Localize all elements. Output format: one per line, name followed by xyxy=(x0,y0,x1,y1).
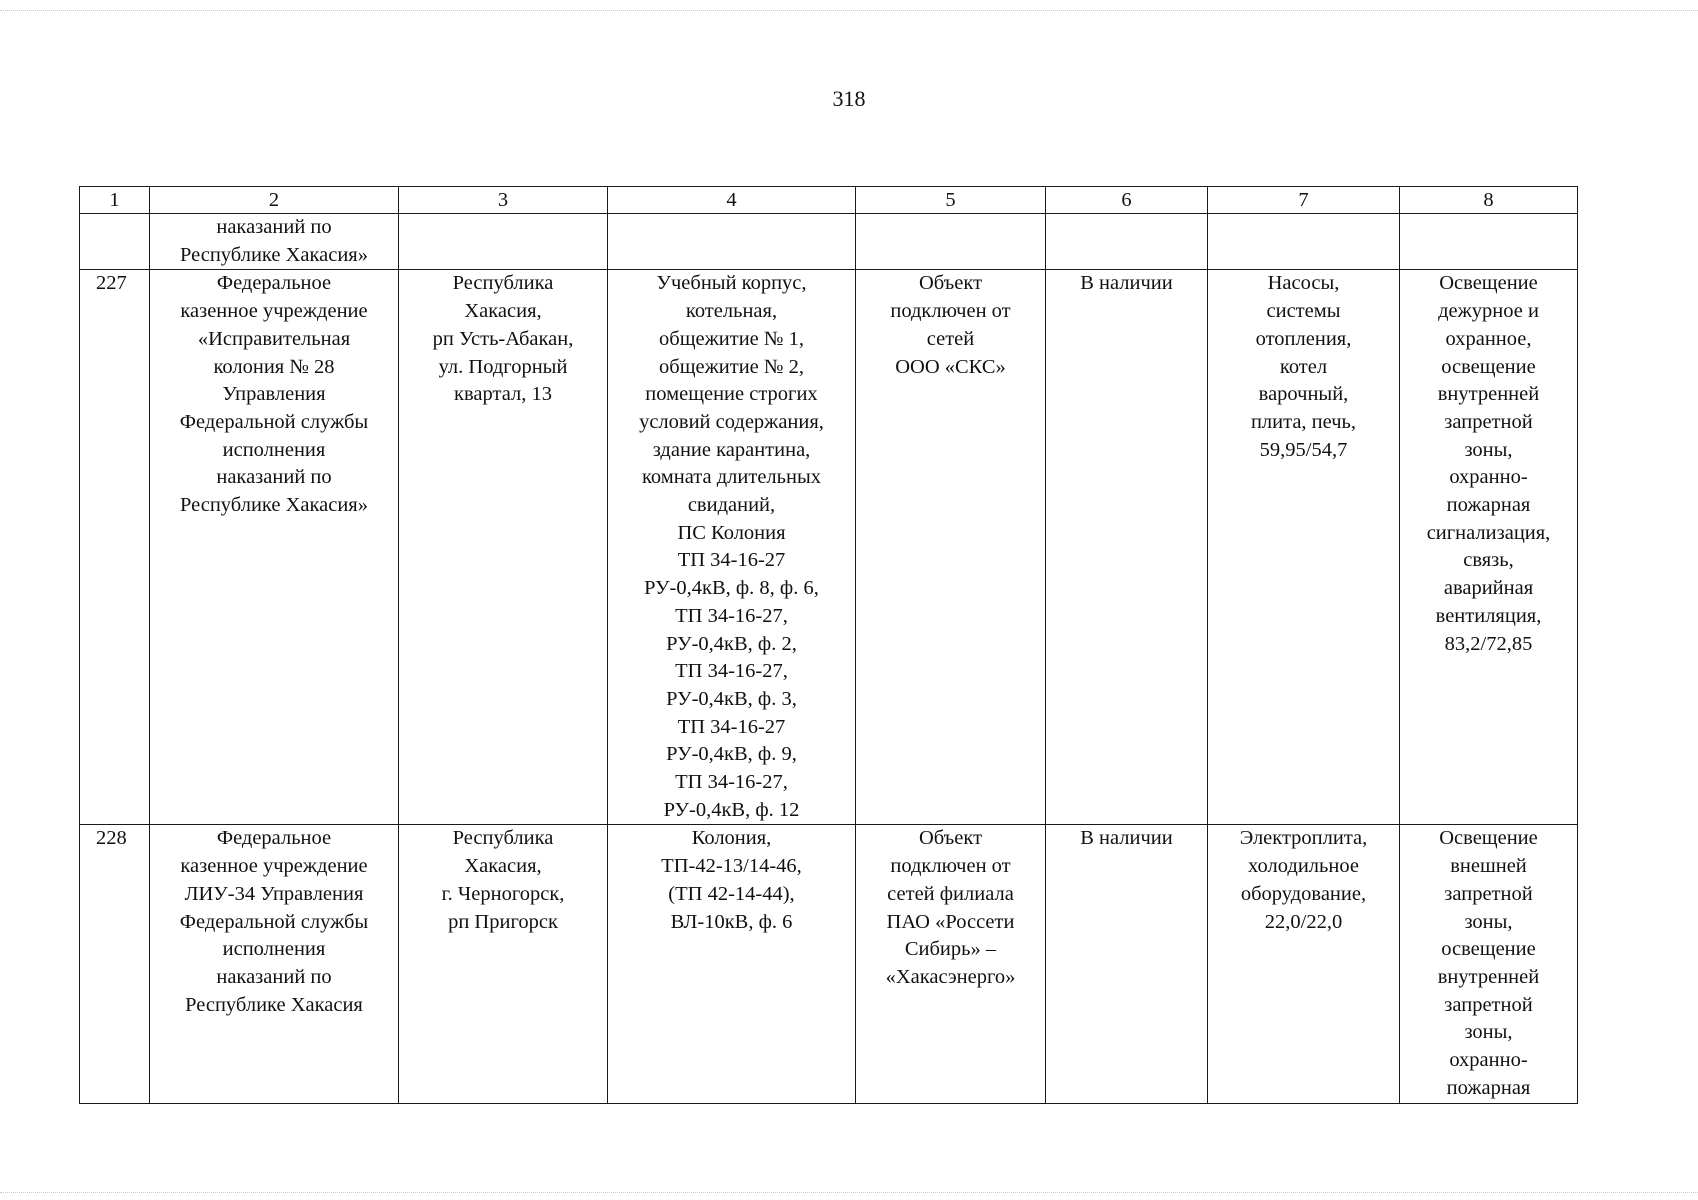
cell-text-line: Управления xyxy=(222,383,326,406)
table-body xyxy=(80,187,1578,1104)
cell-text-line: ЛИУ-34 Управления xyxy=(184,882,364,905)
column-number-cell: 1 xyxy=(80,187,150,214)
cell-text-line: РУ-0,4кВ, ф. 2, xyxy=(666,632,797,655)
cell-text-line: В наличии xyxy=(1080,827,1173,850)
cell-text-line: условий содержания, xyxy=(639,410,824,433)
cell-text-line: (ТП 42-14-44), xyxy=(668,882,795,905)
cell-text-line: казенное учреждение xyxy=(180,855,368,878)
cell-text-line: колония № 28 xyxy=(213,355,335,378)
cell-text-line: ПАО «Россети xyxy=(886,910,1015,933)
cell-text-line: Электроплита, xyxy=(1239,827,1368,850)
table-cell xyxy=(1046,825,1208,1103)
cell-text-line: освещение xyxy=(1441,938,1536,961)
cell-text-line: оборудование, xyxy=(1240,882,1367,905)
column-number-cell: 4 xyxy=(608,187,856,214)
cell-text-line: комната длительных xyxy=(642,466,821,489)
table-cell xyxy=(856,214,1046,270)
cell-text-line: охранное, xyxy=(1445,327,1532,350)
cell-text-line: Колония, xyxy=(691,827,772,850)
cell-text-line: ТП 34-16-27 xyxy=(677,715,786,738)
cell-text-line: ВЛ-10кВ, ф. 6 xyxy=(670,910,793,933)
cell-text-line: варочный, xyxy=(1258,383,1349,406)
cell-text-line: «Хакасэнерго» xyxy=(885,965,1016,988)
cell-text-line: ООО «СКС» xyxy=(895,355,1006,378)
table-cell xyxy=(80,214,150,270)
cell-text-line: г. Черногорск, xyxy=(441,882,565,905)
cell-text-line: Федеральной службы xyxy=(179,910,369,933)
cell-text-line: РУ-0,4кВ, ф. 3, xyxy=(666,687,797,710)
cell-text-line: Республике Хакасия xyxy=(185,993,363,1016)
cell-text-line: Освещение xyxy=(1439,272,1538,295)
cell-text-line: здание карантина, xyxy=(652,438,811,461)
cell-text-line: ТП-42-13/14-46, xyxy=(661,855,802,878)
table-row xyxy=(80,270,1578,825)
table-cell xyxy=(608,825,856,1103)
cell-text-line: зоны, xyxy=(1464,1021,1513,1044)
table-cell xyxy=(856,270,1046,825)
column-number-cell: 8 xyxy=(1400,187,1578,214)
cell-text-line: запретной xyxy=(1444,882,1533,905)
cell-text-line: исполнения xyxy=(222,938,326,961)
cell-text-line: казенное учреждение xyxy=(180,300,368,323)
cell-text-line: запретной xyxy=(1444,993,1533,1016)
cell-text-line: пожарная xyxy=(1446,1076,1531,1099)
table-cell xyxy=(1400,825,1578,1103)
table-cell xyxy=(856,825,1046,1103)
cell-text-line: дежурное и xyxy=(1438,300,1539,323)
cell-text-line: Федеральное xyxy=(216,827,332,850)
cell-text-line: Федеральное xyxy=(216,272,332,295)
table-cell xyxy=(150,214,399,270)
table-cell xyxy=(150,270,399,825)
cell-text-line: отопления, xyxy=(1255,327,1352,350)
cell-text-line: подключен от xyxy=(890,855,1011,878)
cell-text-line: котел xyxy=(1279,355,1328,378)
table-cell xyxy=(608,214,856,270)
cell-text-line: 22,0/22,0 xyxy=(1264,910,1343,933)
cell-text-line: ТП 34-16-27, xyxy=(675,604,788,627)
cell-text-line: ТП 34-16-27, xyxy=(675,660,788,683)
table-cell xyxy=(150,825,399,1103)
cell-text-line: внутренней xyxy=(1437,965,1540,988)
cell-text-line: рп Пригорск xyxy=(448,910,558,933)
scan-edge-bottom xyxy=(0,1192,1698,1194)
cell-text-line: РУ-0,4кВ, ф. 12 xyxy=(663,798,800,821)
cell-text-line: исполнения xyxy=(222,438,326,461)
cell-text-line: ул. Подгорный xyxy=(438,355,568,378)
cell-text-line: Хакасия, xyxy=(464,855,542,878)
cell-text-line: общежитие № 2, xyxy=(659,355,804,378)
table-cell xyxy=(399,214,608,270)
cell-text-line: внешней xyxy=(1450,855,1527,878)
column-number-cell: 6 xyxy=(1046,187,1208,214)
cell-text-line: «Исправительная xyxy=(197,327,351,350)
cell-text-line: пожарная xyxy=(1446,494,1531,517)
row-number-cell: 228 xyxy=(80,825,150,1103)
cell-text-line: Республика xyxy=(452,827,554,850)
cell-text-line: наказаний по xyxy=(216,965,332,988)
table-cell xyxy=(1208,825,1400,1103)
cell-text-line: охранно- xyxy=(1449,466,1528,489)
cell-text-line: 59,95/54,7 xyxy=(1259,438,1348,461)
cell-text-line: Насосы, xyxy=(1267,272,1340,295)
cell-text-line: свиданий, xyxy=(687,494,776,517)
table-cell xyxy=(399,270,608,825)
cell-text-line: ТП 34-16-27, xyxy=(675,771,788,794)
column-number-cell: 3 xyxy=(399,187,608,214)
cell-text-line: внутренней xyxy=(1437,383,1540,406)
table-row xyxy=(80,825,1578,1103)
cell-text-line: запретной xyxy=(1444,410,1533,433)
cell-text-line: плита, печь, xyxy=(1250,410,1357,433)
cell-text-line: Сибирь» – xyxy=(904,938,997,961)
table-cell xyxy=(1400,270,1578,825)
table-cell xyxy=(608,270,856,825)
table-cell xyxy=(1046,214,1208,270)
cell-text-line: Объект xyxy=(918,272,983,295)
cell-text-line: ПС Колония xyxy=(677,521,786,544)
cell-text-line: Федеральной службы xyxy=(179,410,369,433)
cell-text-line: зоны, xyxy=(1464,438,1513,461)
cell-text-line: помещение строгих xyxy=(645,383,818,406)
cell-text-line: охранно- xyxy=(1449,1049,1528,1072)
cell-text-line: котельная, xyxy=(685,300,778,323)
cell-text-line: сигнализация, xyxy=(1426,521,1551,544)
table-cell xyxy=(1046,270,1208,825)
table-cell xyxy=(399,825,608,1103)
table-cell xyxy=(1400,214,1578,270)
data-table xyxy=(79,186,1578,1104)
cell-text-line: наказаний по xyxy=(216,466,332,489)
column-number-row xyxy=(80,187,1578,214)
cell-text-line: связь, xyxy=(1463,549,1514,572)
cell-text-line: сетей филиала xyxy=(887,882,1014,905)
cell-text-line: 83,2/72,85 xyxy=(1444,632,1533,655)
column-number-cell: 2 xyxy=(150,187,399,214)
table-cell xyxy=(1208,270,1400,825)
cell-text-line: Хакасия, xyxy=(464,300,542,323)
cell-text-line: зоны, xyxy=(1464,910,1513,933)
cell-text-line: вентиляция, xyxy=(1435,604,1542,627)
cell-text-line: Республика xyxy=(452,272,554,295)
cell-text-line: системы xyxy=(1266,300,1341,323)
cell-text-line: Учебный корпус, xyxy=(656,272,807,295)
column-number-cell: 5 xyxy=(856,187,1046,214)
cell-text-line: холодильное xyxy=(1248,855,1359,878)
cell-text-line: РУ-0,4кВ, ф. 9, xyxy=(666,743,797,766)
continuation-row xyxy=(80,214,1578,270)
cell-text-line: освещение xyxy=(1441,355,1536,378)
cell-text-line: подключен от xyxy=(890,300,1011,323)
cell-text-line: Освещение xyxy=(1439,827,1538,850)
cell-text-line: рп Усть-Абакан, xyxy=(432,327,574,350)
cell-text-line: Республике Хакасия» xyxy=(180,243,368,266)
cell-text-line: общежитие № 1, xyxy=(659,327,804,350)
cell-text-line: наказаний по xyxy=(216,216,332,238)
cell-text-line: сетей xyxy=(926,327,975,350)
cell-text-line: Объект xyxy=(918,827,983,850)
cell-text-line: квартал, 13 xyxy=(454,383,552,406)
cell-text-line: РУ-0,4кВ, ф. 8, ф. 6, xyxy=(644,577,819,600)
column-number-cell: 7 xyxy=(1208,187,1400,214)
cell-text-line: Республике Хакасия» xyxy=(180,494,368,517)
cell-text-line: В наличии xyxy=(1080,272,1173,295)
table-cell xyxy=(1208,214,1400,270)
row-number-cell: 227 xyxy=(80,270,150,825)
page-number: 318 xyxy=(832,86,866,111)
cell-text-line: ТП 34-16-27 xyxy=(677,549,786,572)
scan-edge-top xyxy=(0,10,1698,12)
cell-text-line: аварийная xyxy=(1443,577,1534,600)
